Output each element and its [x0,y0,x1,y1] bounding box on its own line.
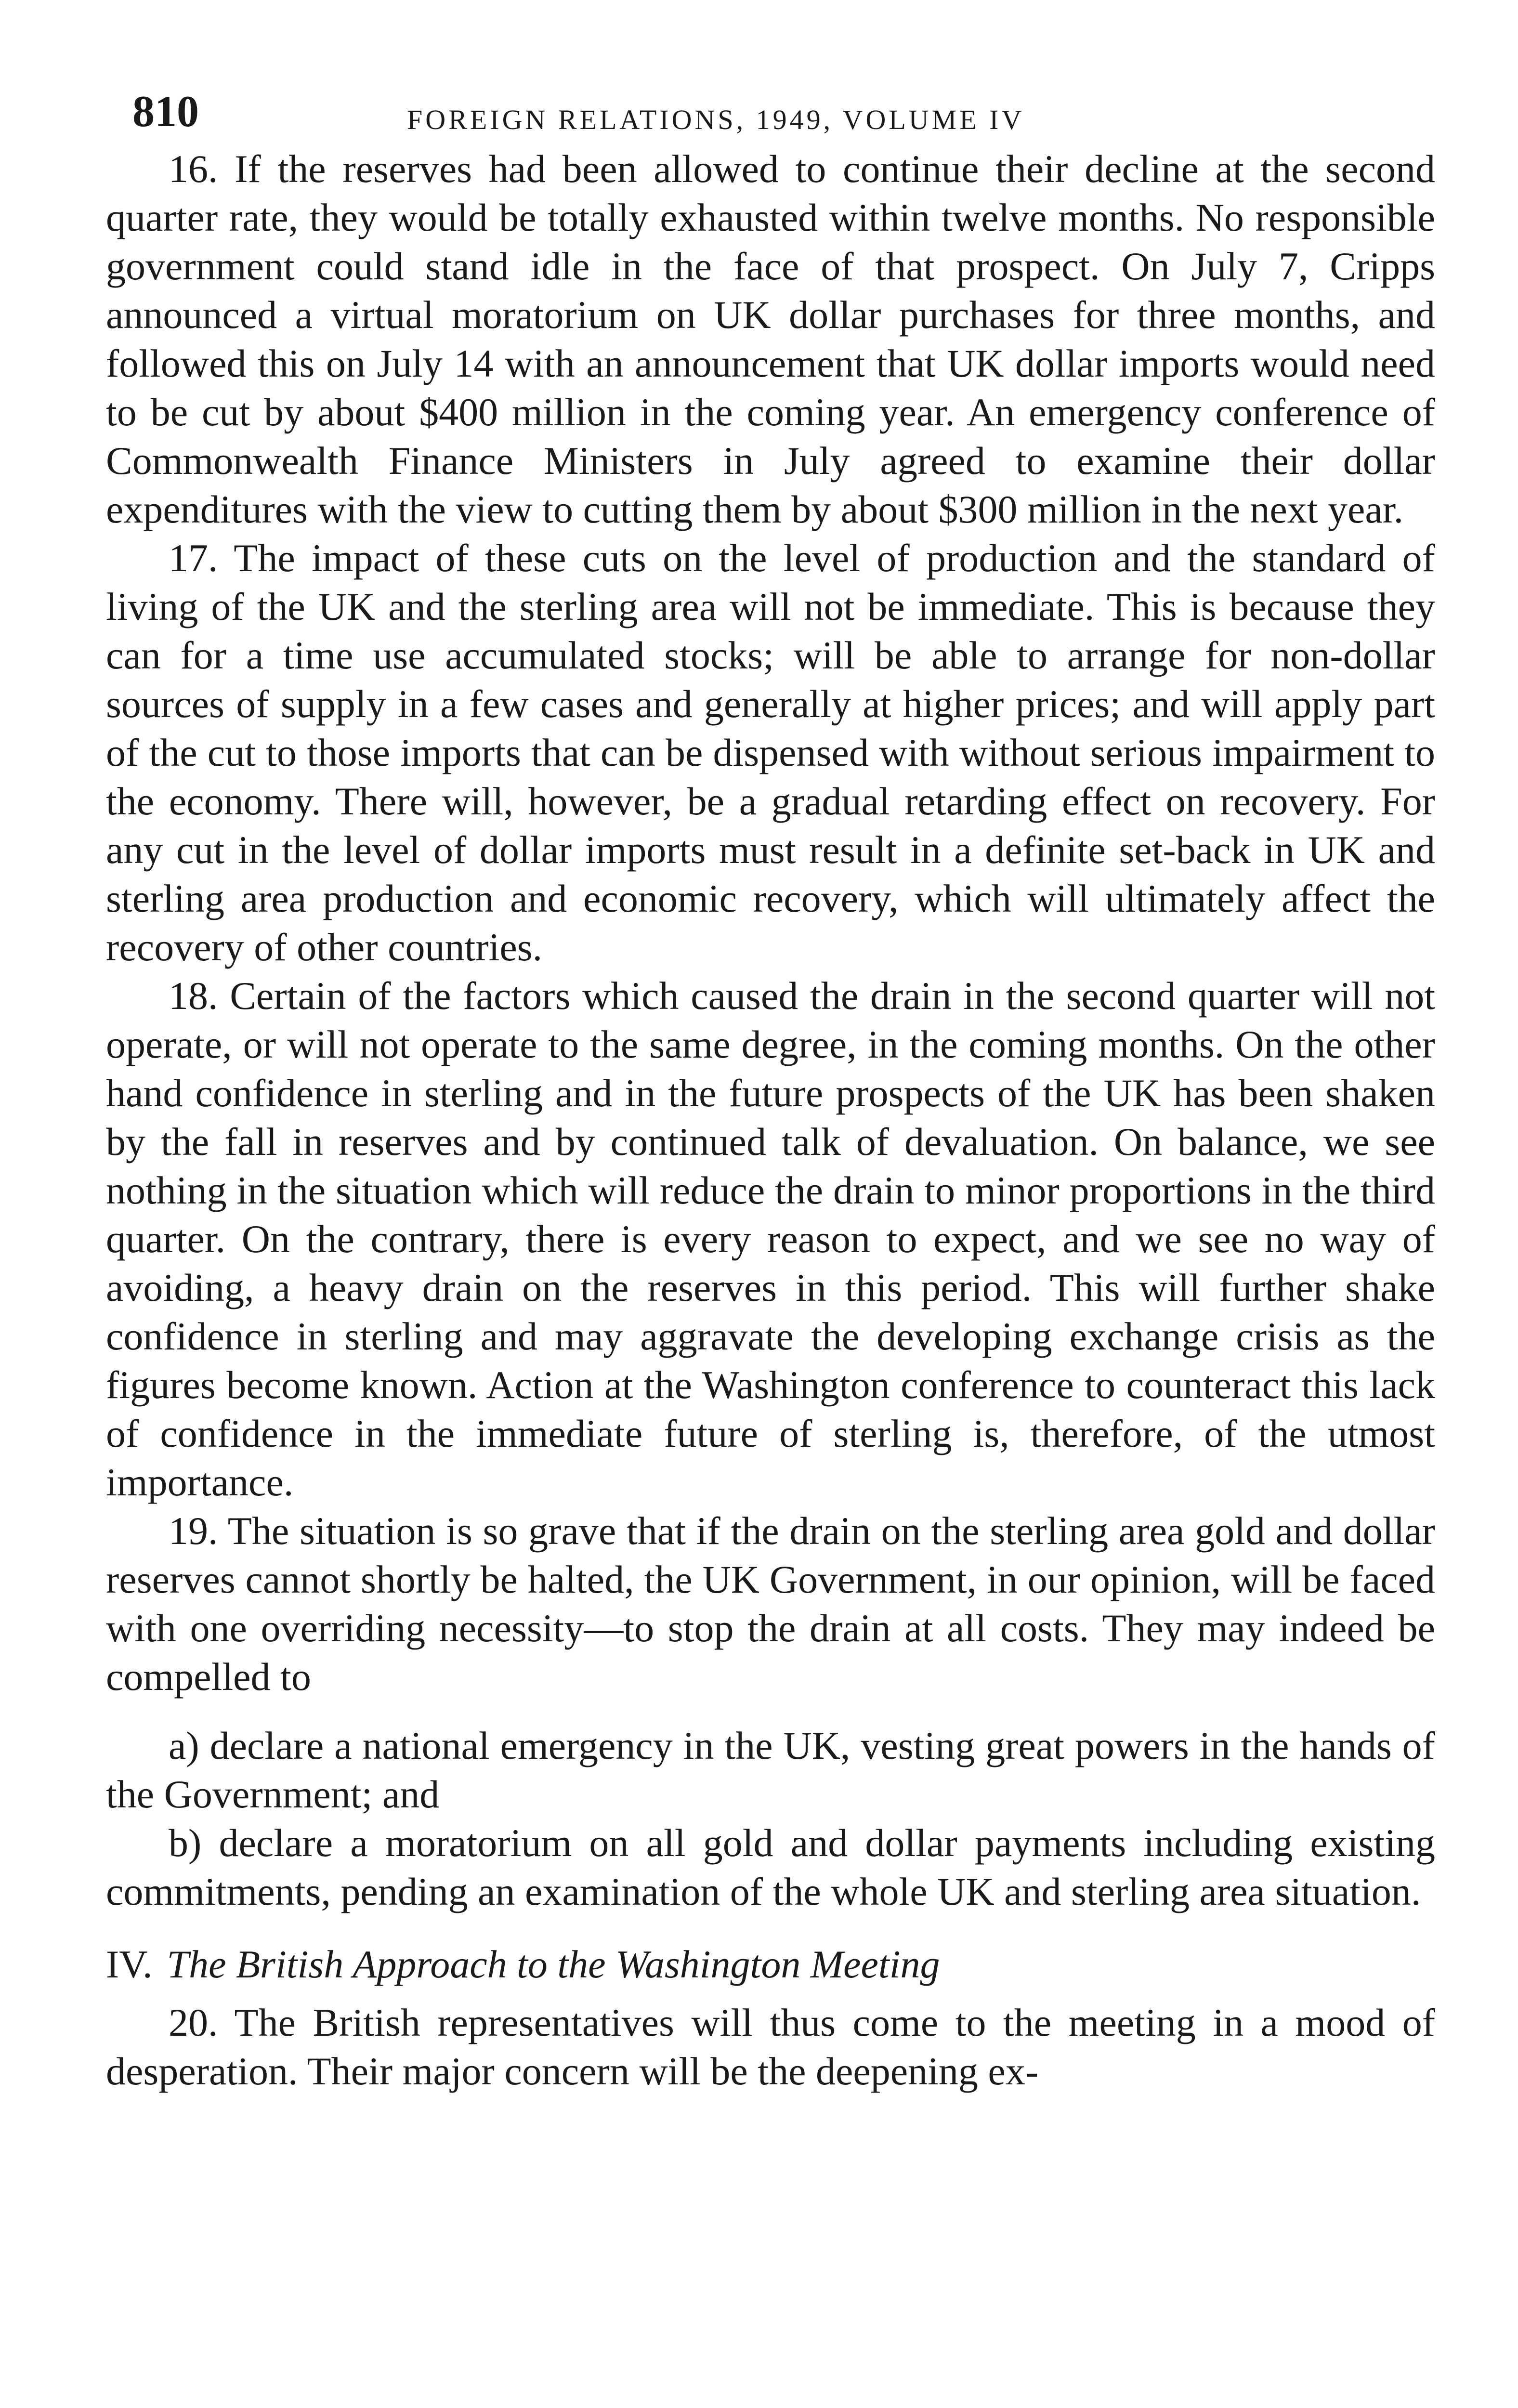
body-text [106,144,1435,2095]
section-title: The British Approach to the Washington Meeting [167,1942,940,1986]
section-number: IV. [106,1942,153,1986]
paragraph-17: 17. The impact of these cuts on the level of production and the standard of living of the UK and the sterling area will not be immediate. This is because they can for a time use accumulated stocks; will be able to arrange for non-dollar sources of supply in a few cases and generally at higher prices; and will apply part of the cut to those imports that can be dispensed with without serious impairment to the economy. There will, however, be a gradual retarding effect on recovery. For any cut in the level of dollar imports must result in a definite set-back in UK and sterling area production and economic recovery, which will ultimately affect the recovery of other countries. [106,536,1435,969]
paragraph-16: 16. If the reserves had been allowed to continue their decline at the second quarter rate, they would be totally exhausted within twelve months. No responsible government could stand idle in the face of that prospect. On July 7, Cripps announced a virtual moratorium on UK dollar purchases for three months, and followed this on July 14 with an announcement that UK dollar imports would need to be cut by about $400 million in the coming year. An emergency conference of Commonwealth Finance Ministers in July agreed to examine their dollar expenditures with the view to cutting them by about $300 million in the next year. [106,147,1435,531]
paragraph-20: 20. The British representatives will thus come to the meeting in a mood of desperation. Their major concern will be the deepening ex- [106,2001,1435,2093]
document-page [106,77,1435,2408]
paragraph-18: 18. Certain of the factors which caused the drain in the second quarter will not operate, or will not operate to the same degree, in the coming months. On the other hand confidence in sterling and in the future prospects of the UK has been shaken by the fall in reserves and by continued talk of devaluation. On balance, we see nothing in the situation which will reduce the drain to minor proportions in the third quarter. On the contrary, there is every reason to expect, and we see no way of avoiding, a heavy drain on the reserves in this period. This will further shake confidence in sterling and may aggravate the developing exchange crisis as the figures become known. Action at the Washington conference to counteract this lack of confidence in the immediate future of sterling is, therefore, of the utmost importance. [106,974,1435,1504]
page-number: 810 [132,87,199,136]
list-item-b: b) declare a moratorium on all gold and dollar payments including existing commitments, pending an examination of the whole UK and sterling area situation. [106,1821,1435,1913]
section-heading [106,1940,1435,1989]
list-item-a: a) declare a national emergency in the UK, vesting great powers in the hands of the Government; and [106,1724,1435,1816]
running-head [106,77,1435,144]
running-title: FOREIGN RELATIONS, 1949, VOLUME IV [407,104,1025,135]
paragraph-19: 19. The situation is so grave that if the drain on the sterling area gold and dollar reserves cannot shortly be halted, the UK Government, in our opinion, will be faced with one overriding necessity—to stop the drain at all costs. They may indeed be compelled to [106,1509,1435,1699]
